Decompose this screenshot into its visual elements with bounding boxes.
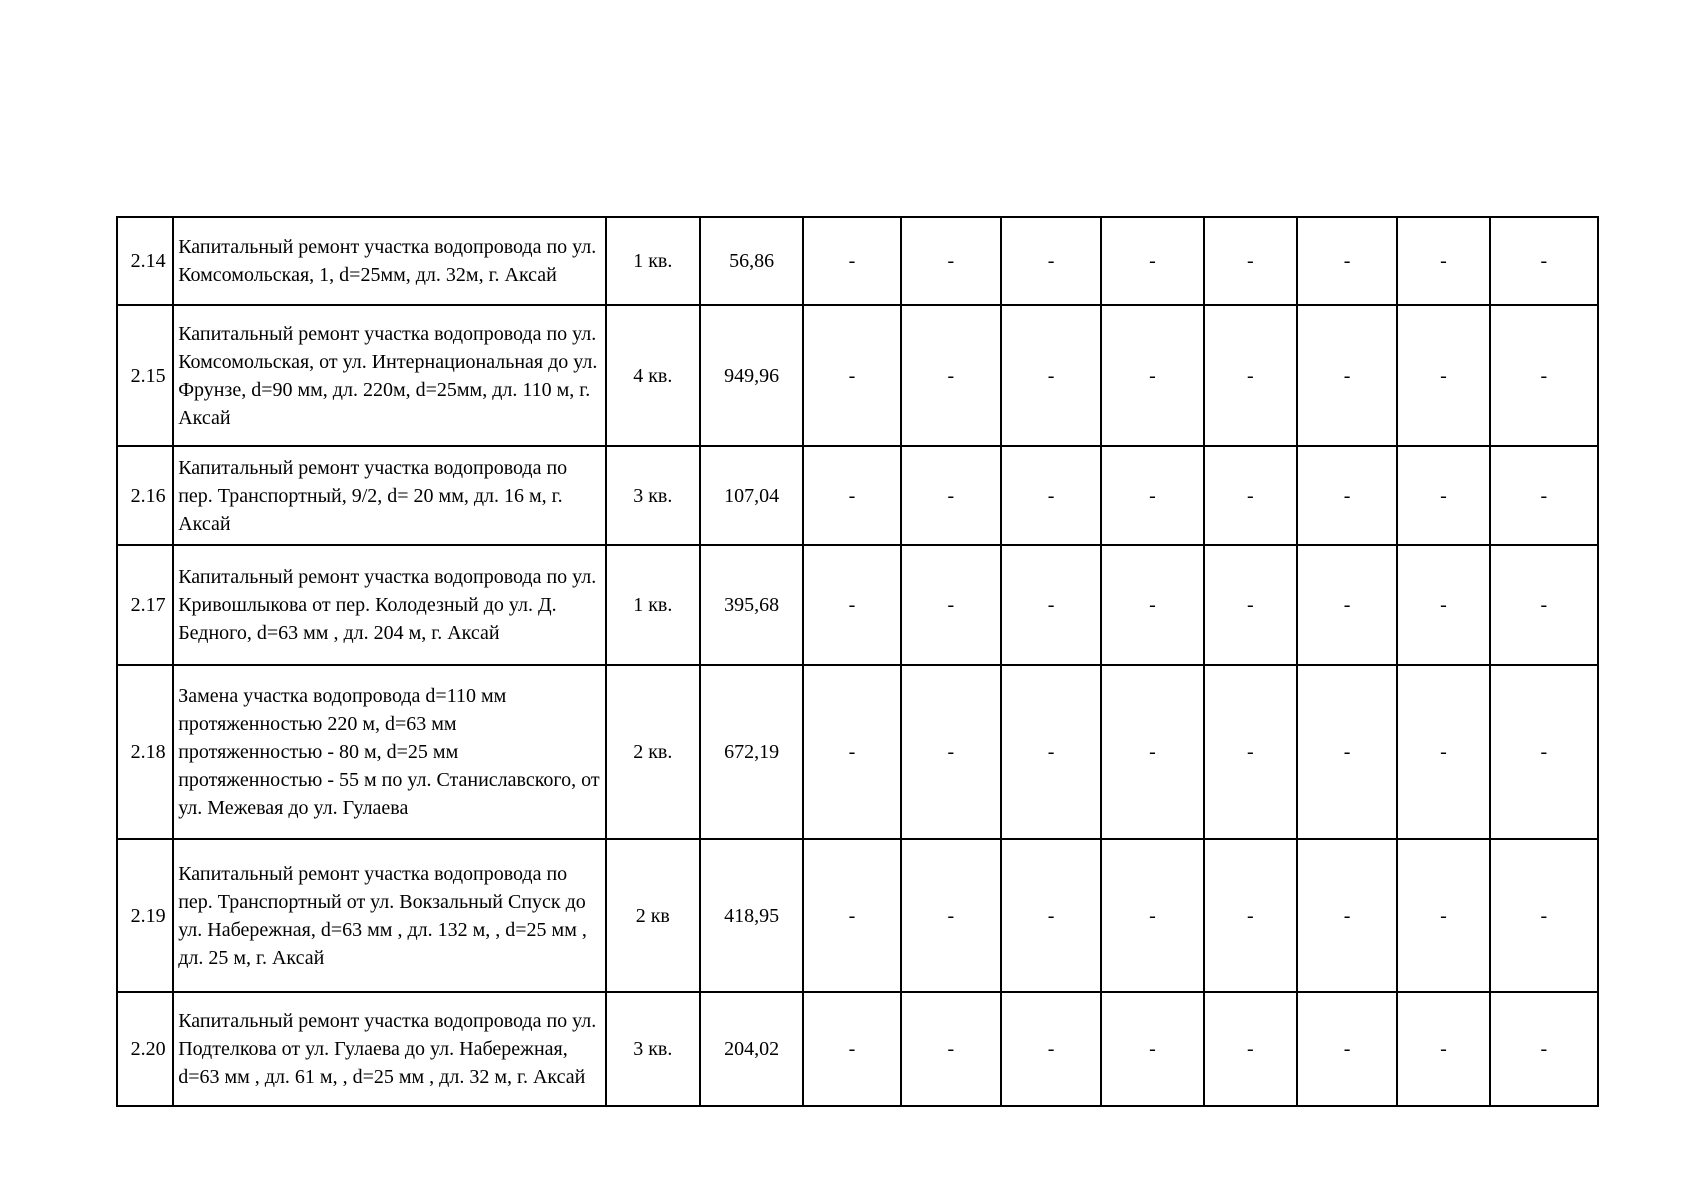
amount-cell: 418,95 <box>700 839 803 992</box>
amount-cell: 204,02 <box>700 992 803 1106</box>
dash-cell: - <box>1101 446 1203 545</box>
table-row <box>117 839 1598 992</box>
quarter-cell: 1 кв. <box>606 217 700 305</box>
dash-cell: - <box>803 992 900 1106</box>
dash-cell: - <box>1204 217 1297 305</box>
dash-cell: - <box>1001 839 1101 992</box>
dash-cell: - <box>803 665 900 839</box>
work-description: Капитальный ремонт участка водопровода по ул. Комсомольская, 1, d=25мм, дл. 32м, г. Аксай <box>173 217 605 305</box>
dash-cell: - <box>1490 217 1598 305</box>
dash-cell: - <box>901 446 1001 545</box>
dash-cell: - <box>1204 839 1297 992</box>
dash-cell: - <box>803 839 900 992</box>
dash-cell: - <box>1297 545 1397 665</box>
dash-cell: - <box>1297 992 1397 1106</box>
dash-cell: - <box>1204 446 1297 545</box>
dash-cell: - <box>1001 446 1101 545</box>
row-number: 2.18 <box>117 665 173 839</box>
dash-cell: - <box>1490 446 1598 545</box>
dash-cell: - <box>1397 665 1489 839</box>
dash-cell: - <box>1204 665 1297 839</box>
table-row <box>117 665 1598 839</box>
dash-cell: - <box>1490 992 1598 1106</box>
dash-cell: - <box>1397 839 1489 992</box>
quarter-cell: 1 кв. <box>606 545 700 665</box>
amount-cell: 395,68 <box>700 545 803 665</box>
dash-cell: - <box>1490 839 1598 992</box>
dash-cell: - <box>1297 665 1397 839</box>
dash-cell: - <box>1001 545 1101 665</box>
quarter-cell: 2 кв. <box>606 665 700 839</box>
dash-cell: - <box>1397 446 1489 545</box>
row-number: 2.17 <box>117 545 173 665</box>
dash-cell: - <box>1101 545 1203 665</box>
quarter-cell: 3 кв. <box>606 992 700 1106</box>
dash-cell: - <box>1297 305 1397 446</box>
dash-cell: - <box>1490 305 1598 446</box>
work-description: Капитальный ремонт участка водопровода по ул. Комсомольская, от ул. Интернациональная до ул. Фрунзе, d=90 мм, дл. 220м, d=25мм, дл. 110 м, г. Аксай <box>173 305 605 446</box>
dash-cell: - <box>1001 992 1101 1106</box>
row-number: 2.15 <box>117 305 173 446</box>
table-row <box>117 217 1598 305</box>
dash-cell: - <box>1490 665 1598 839</box>
table-row <box>117 305 1598 446</box>
dash-cell: - <box>1204 305 1297 446</box>
dash-cell: - <box>1101 992 1203 1106</box>
dash-cell: - <box>1204 545 1297 665</box>
work-description: Замена участка водопровода d=110 мм протяженностью 220 м, d=63 мм протяженностью - 80 м, d=25 мм протяженностью - 55 м по ул. Станиславского, от ул. Межевая до ул. Гулаева <box>173 665 605 839</box>
dash-cell: - <box>1297 839 1397 992</box>
dash-cell: - <box>803 217 900 305</box>
amount-cell: 107,04 <box>700 446 803 545</box>
row-number: 2.16 <box>117 446 173 545</box>
works-table <box>116 216 1599 1107</box>
dash-cell: - <box>1101 665 1203 839</box>
row-number: 2.14 <box>117 217 173 305</box>
amount-cell: 672,19 <box>700 665 803 839</box>
dash-cell: - <box>1001 217 1101 305</box>
dash-cell: - <box>1397 992 1489 1106</box>
dash-cell: - <box>901 217 1001 305</box>
dash-cell: - <box>1001 665 1101 839</box>
table-row <box>117 446 1598 545</box>
table-body <box>117 217 1598 1106</box>
dash-cell: - <box>1297 446 1397 545</box>
table-row <box>117 545 1598 665</box>
dash-cell: - <box>901 305 1001 446</box>
dash-cell: - <box>901 545 1001 665</box>
amount-cell: 56,86 <box>700 217 803 305</box>
table-row <box>117 992 1598 1106</box>
dash-cell: - <box>1101 839 1203 992</box>
dash-cell: - <box>1397 545 1489 665</box>
dash-cell: - <box>1297 217 1397 305</box>
dash-cell: - <box>901 839 1001 992</box>
dash-cell: - <box>1101 217 1203 305</box>
dash-cell: - <box>1397 217 1489 305</box>
dash-cell: - <box>901 665 1001 839</box>
quarter-cell: 4 кв. <box>606 305 700 446</box>
dash-cell: - <box>1490 545 1598 665</box>
work-description: Капитальный ремонт участка водопровода по ул. Кривошлыкова от пер. Колодезный до ул. Д. Бедного, d=63 мм , дл. 204 м, г. Аксай <box>173 545 605 665</box>
quarter-cell: 2 кв <box>606 839 700 992</box>
work-description: Капитальный ремонт участка водопровода по пер. Транспортный от ул. Вокзальный Спуск до ул. Набережная, d=63 мм , дл. 132 м, , d=25 мм , дл. 25 м, г. Аксай <box>173 839 605 992</box>
dash-cell: - <box>1001 305 1101 446</box>
row-number: 2.20 <box>117 992 173 1106</box>
work-description: Капитальный ремонт участка водопровода по пер. Транспортный, 9/2, d= 20 мм, дл. 16 м, г. Аксай <box>173 446 605 545</box>
dash-cell: - <box>901 992 1001 1106</box>
amount-cell: 949,96 <box>700 305 803 446</box>
dash-cell: - <box>803 305 900 446</box>
dash-cell: - <box>1101 305 1203 446</box>
dash-cell: - <box>803 545 900 665</box>
work-description: Капитальный ремонт участка водопровода по ул. Подтелкова от ул. Гулаева до ул. Набережная, d=63 мм , дл. 61 м, , d=25 мм , дл. 32 м, г. Аксай <box>173 992 605 1106</box>
dash-cell: - <box>1397 305 1489 446</box>
quarter-cell: 3 кв. <box>606 446 700 545</box>
row-number: 2.19 <box>117 839 173 992</box>
dash-cell: - <box>1204 992 1297 1106</box>
dash-cell: - <box>803 446 900 545</box>
